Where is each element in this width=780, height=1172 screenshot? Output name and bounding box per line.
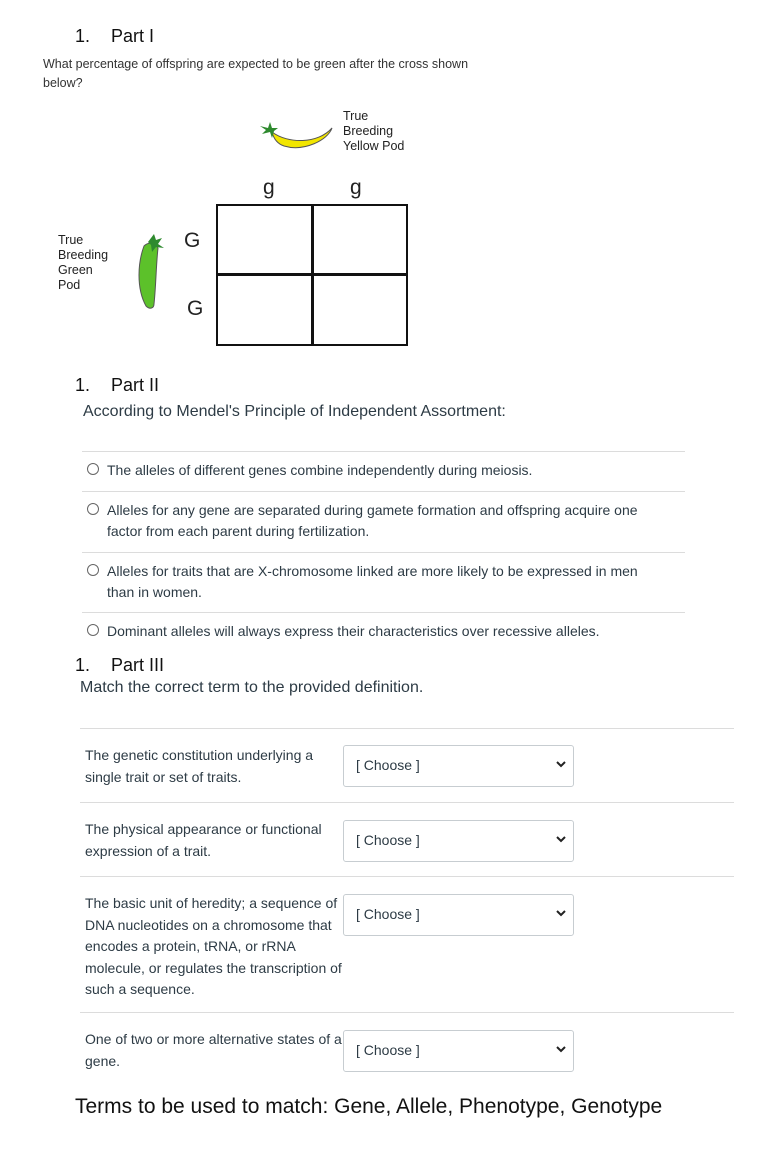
part1-heading: [75, 26, 154, 47]
chevron-down-icon: [555, 907, 567, 919]
yellow-pod-label: [343, 109, 404, 154]
part1-title: Part I: [111, 26, 155, 46]
select-value: [ Choose ]: [356, 757, 420, 773]
select-value: [ Choose ]: [356, 832, 420, 848]
term-select[interactable]: [343, 894, 574, 936]
divider: [80, 1012, 734, 1013]
green-label-line: True: [58, 233, 84, 247]
part1-question: What percentage of offspring are expected to be green after the cross shown below?: [43, 57, 469, 90]
match-definition: The basic unit of heredity; a sequence of DNA nucleotides on a chromosome that encodes a protein, tRNA, or rRNA molecule, or regulates the transcription of such a sequence.: [85, 895, 342, 997]
answer-option[interactable]: [87, 621, 677, 642]
term-select[interactable]: [343, 820, 574, 862]
side-allele: G: [184, 229, 201, 252]
divider: [80, 802, 734, 803]
part3-title: Part III: [111, 655, 165, 675]
option-text: Dominant alleles will always express their characteristics over recessive alleles.: [107, 623, 600, 639]
option-text: Alleles for any gene are separated during gamete formation and offspring acquire one factor from each parent during fertilization.: [107, 502, 638, 539]
radio-icon[interactable]: [87, 564, 99, 576]
chevron-down-icon: [555, 758, 567, 770]
radio-icon[interactable]: [87, 503, 99, 515]
yellow-label-line: Breeding: [343, 124, 394, 138]
match-definition: The physical appearance or functional expression of a trait.: [85, 821, 322, 859]
answer-option[interactable]: [87, 500, 677, 542]
select-value: [ Choose ]: [356, 1042, 420, 1058]
green-label-line: Breeding: [58, 248, 109, 262]
chevron-down-icon: [555, 833, 567, 845]
divider: [82, 612, 685, 613]
divider: [82, 451, 685, 452]
side-allele: G: [187, 297, 204, 320]
radio-icon[interactable]: [87, 624, 99, 636]
part3-prompt: Match the correct term to the provided definition.: [80, 679, 424, 696]
green-label-line: Pod: [58, 278, 81, 292]
punnett-square: [216, 204, 408, 346]
top-allele: g: [263, 176, 275, 199]
part2-prompt: According to Mendel's Principle of Independent Assortment:: [83, 403, 506, 420]
option-text: The alleles of different genes combine independently during meiosis.: [107, 462, 533, 478]
grid-divider: [218, 273, 406, 276]
yellow-label-line: Yellow Pod: [343, 139, 405, 153]
part3-number: 1.: [75, 655, 91, 675]
part2-heading: [75, 375, 159, 396]
radio-icon[interactable]: [87, 463, 99, 475]
part1-number: 1.: [75, 26, 91, 46]
part2-title: Part II: [111, 375, 160, 395]
divider: [82, 552, 685, 553]
yellow-label-line: True: [343, 109, 369, 123]
green-label-line: Green: [58, 263, 93, 277]
part2-number: 1.: [75, 375, 91, 395]
match-definition: The genetic constitution underlying a single trait or set of traits.: [85, 747, 314, 785]
green-pod-icon: [134, 232, 166, 310]
terms-list: Terms to be used to match: Gene, Allele, Phenotype, Genotype: [75, 1095, 663, 1118]
match-definition: One of two or more alternative states of a gene.: [85, 1031, 342, 1069]
term-select[interactable]: [343, 745, 574, 787]
answer-option[interactable]: [87, 561, 677, 603]
part3-heading: [75, 655, 164, 676]
select-value: [ Choose ]: [356, 906, 420, 922]
chevron-down-icon: [555, 1043, 567, 1055]
divider: [80, 728, 734, 729]
divider: [82, 491, 685, 492]
top-allele: g: [350, 176, 362, 199]
divider: [80, 876, 734, 877]
green-pod-label: [58, 233, 108, 293]
yellow-pod-icon: [258, 118, 338, 152]
option-text: Alleles for traits that are X-chromosome linked are more likely to be expressed in men than in women.: [107, 563, 638, 600]
answer-option[interactable]: [87, 460, 677, 481]
term-select[interactable]: [343, 1030, 574, 1072]
